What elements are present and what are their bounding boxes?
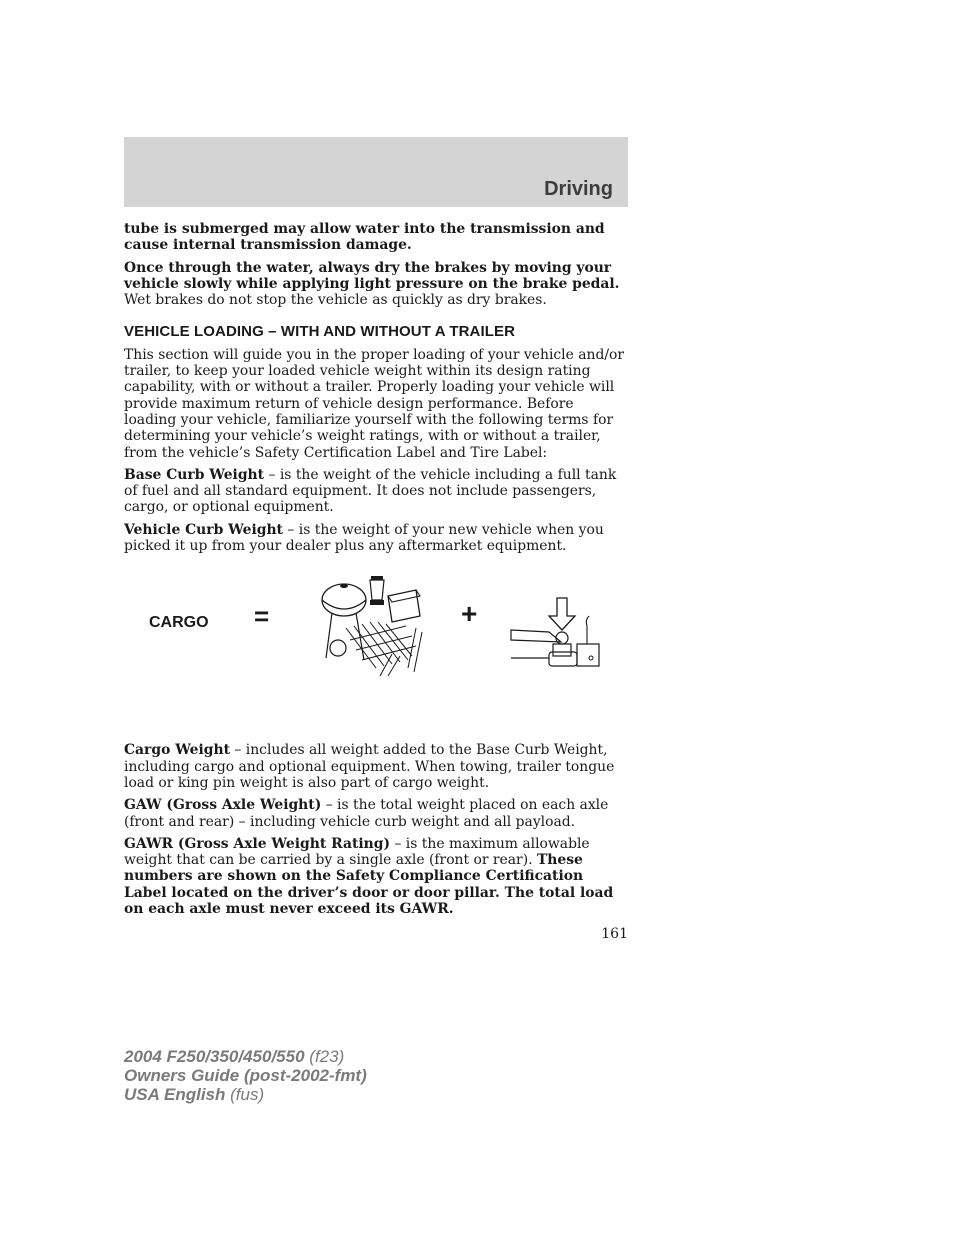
footer-language: USA English (124, 1085, 226, 1104)
gawr-warning: These numbers are shown on the Safety Compliance Certification Label located on the driver’s door or door pillar. The total load on each axle must never exceed its GAWR. (124, 852, 614, 918)
definition-gawr (124, 836, 630, 917)
term-vehicle-curb-weight: Vehicle Curb Weight (124, 521, 283, 538)
footer-line-language (124, 1085, 367, 1104)
section-header-band (124, 137, 628, 207)
section-title: Driving (544, 178, 613, 200)
footer-line-guide (124, 1066, 367, 1085)
footer-guide: Owners Guide (post-2002-fmt) (124, 1066, 367, 1085)
def-base-curb-weight: – is the weight of the vehicle including a full tank of fuel and all standard equipment. It does not include passengers, cargo, or optional equipment. (124, 466, 617, 516)
dry-brakes-text: Wet brakes do not stop the vehicle as quickly as dry brakes. (124, 292, 547, 309)
definition-base-curb-weight (124, 467, 630, 516)
document-footer (124, 1047, 367, 1104)
equals-sign: = (254, 601, 270, 632)
footer-model-code: (f23) (304, 1047, 345, 1066)
paragraph-loading-intro: This section will guide you in the proper loading of your vehicle and/or trailer, to keep your loaded vehicle weight within its design rating capability, with or without a trailer. Properly loading your vehicle will provide maximum return of vehicle design performance. Before loading your vehicle, familiarize yourself with the following terms for determining your vehicle’s weight ratings, with or without a trailer, from the vehicle’s Safety Certification Label and Tire Label: (124, 346, 625, 461)
plus-sign: + (461, 598, 478, 630)
vehicle-loading-heading: VEHICLE LOADING – WITH AND WITHOUT A TRAILER (124, 323, 516, 341)
cargo-label: CARGO (149, 614, 209, 632)
definition-vehicle-curb-weight (124, 522, 630, 555)
def-cargo-weight: – includes all weight added to the Base Curb Weight, including cargo and optional equipment. When towing, trailer tongue load or king pin weight is also part of cargo weight. (124, 742, 615, 791)
term-cargo-weight: Cargo Weight (124, 742, 230, 759)
trailer-hitch-icon (509, 596, 609, 676)
dry-brakes-bold-text: Once through the water, always dry the brakes by moving your vehicle slowly while applying light pressure on the brake pedal. (124, 259, 620, 292)
def-vehicle-curb-weight: – is the weight of your new vehicle when you picked it up from your dealer plus any aftermarket equipment. (124, 521, 604, 555)
cargo-illustration (124, 566, 630, 738)
term-gaw: GAW (Gross Axle Weight) (124, 797, 322, 814)
transmission-warning-text: tube is submerged may allow water into the transmission and cause internal transmission damage. (124, 221, 605, 254)
term-base-curb-weight: Base Curb Weight (124, 466, 265, 483)
footer-language-code: (fus) (225, 1085, 265, 1104)
definition-gaw (124, 797, 630, 830)
footer-line-model (124, 1047, 367, 1066)
definition-cargo-weight (124, 742, 630, 791)
paragraph-dry-brakes (124, 260, 630, 309)
def-gawr: – is the maximum allowable weight that can be carried by a single axle (front or rear). (124, 835, 590, 869)
paragraph-transmission-warning (124, 221, 630, 254)
cargo-items-icon (316, 568, 436, 678)
def-gaw: – is the total weight placed on each axle (front and rear) – including vehicle curb weight and all payload. (124, 797, 609, 830)
page-content (124, 221, 630, 923)
page-number: 161 (601, 926, 628, 942)
term-gawr: GAWR (Gross Axle Weight Rating) (124, 835, 391, 852)
footer-model: 2004 F250/350/450/550 (124, 1047, 305, 1066)
